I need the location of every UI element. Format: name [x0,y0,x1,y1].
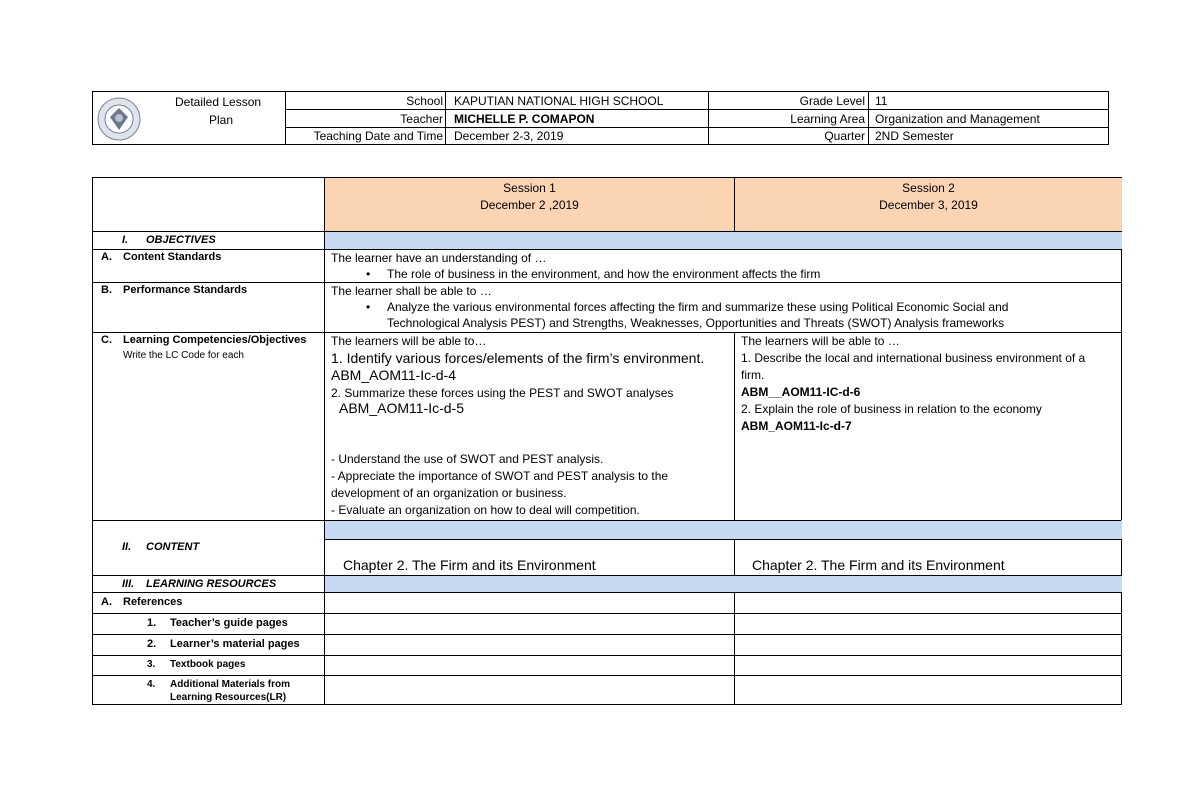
s1-intro: The learners will be able to… [331,334,487,348]
ref-item-4-line1: Additional Materials from [170,679,291,690]
s1-code-1: ABM_AOM11-Ic-d-4 [331,367,456,383]
ref-item-3-num: 3. [147,659,156,670]
grade-value: 11 [875,94,888,108]
doc-title-line2: Plan [209,113,234,127]
s1-objective-1: 1. Identify various forces/elements of the firm’s environment. [331,350,705,366]
school-label: School [406,94,443,108]
lc-note: Write the LC Code for each [123,350,244,361]
ref-item-2: Learner’s material pages [170,638,300,650]
teacher-label: Teacher [400,112,443,126]
session2-date: December 3, 2019 [879,198,978,212]
ref-item-1-num: 1. [147,617,157,629]
content-std-bullet: The role of business in the environment, and how the environment affects the firm [387,267,821,281]
school-value: KAPUTIAN NATIONAL HIGH SCHOOL [454,94,664,108]
bullet-icon: • [366,300,371,314]
objectives-num: I. [122,234,129,246]
ref-item-2-num: 2. [147,638,157,650]
s2-objective-1b: firm. [741,368,765,382]
content-std-num: A. [101,251,112,263]
quarter-value: 2ND Semester [875,129,954,143]
content-num: II. [122,541,132,553]
s2-objective-1a: 1. Describe the local and international business environment of a [741,351,1086,365]
objectives-shade [325,232,1122,249]
s1-extra-4: - Evaluate an organization on how to deal will competition. [331,503,640,517]
date-label: Teaching Date and Time [313,129,443,143]
area-label: Learning Area [790,112,865,126]
ref-item-1: Teacher’s guide pages [170,617,288,629]
ref-item-3: Textbook pages [170,659,246,670]
s2-content-text: Chapter 2. The Firm and its Environment [752,557,1005,573]
content-std-intro: The learner have an understanding of … [331,251,547,265]
header-table [92,91,1109,145]
lc-label: Learning Competencies/Objectives [123,334,307,346]
lc-num: C. [101,334,112,346]
quarter-label: Quarter [824,129,865,143]
resources-num: III. [122,578,135,590]
session1-title: Session 1 [503,181,556,195]
s2-intro: The learners will be able to … [741,334,900,348]
bullet-icon: • [366,267,371,281]
references-label: References [123,596,183,608]
s2-code-2: ABM_AOM11-Ic-d-7 [741,419,852,433]
references-num: A. [101,596,112,608]
s2-objective-2: 2. Explain the role of business in relation to the economy [741,402,1042,416]
date-value: December 2-3, 2019 [454,129,564,143]
resources-heading: LEARNING RESOURCES [146,578,277,590]
s1-content-text: Chapter 2. The Firm and its Environment [343,557,596,573]
resources-shade [325,576,1122,592]
area-value: Organization and Management [875,112,1040,126]
teacher-value: MICHELLE P. COMAPON [454,112,595,126]
session1-date: December 2 ,2019 [480,198,579,212]
ref-item-4-num: 4. [147,679,156,690]
perf-std-label: Performance Standards [123,284,248,296]
content-std-label: Content Standards [123,251,222,263]
deped-seal-icon [97,97,141,141]
s1-code-2: ABM_AOM11-Ic-d-5 [339,400,464,416]
session2-title: Session 2 [902,181,955,195]
content-shade [325,520,1122,539]
ref-item-4-line2: Learning Resources(LR) [170,692,287,703]
perf-std-num: B. [101,284,112,296]
s1-objective-2: 2. Summarize these forces using the PEST and SWOT analyses [331,386,674,400]
s1-extra-3: development of an organization or business. [331,486,567,500]
perf-std-bullet-line2: Technological Analysis PEST) and Strengths, Weaknesses, Opportunities and Threats (SWOT) Analysis frameworks [387,316,1005,330]
s1-extra-1: - Understand the use of SWOT and PEST analysis. [331,452,604,466]
content-heading: CONTENT [146,541,200,553]
s1-extra-2: - Appreciate the importance of SWOT and PEST analysis to the [331,469,669,483]
doc-title-line1: Detailed Lesson [175,95,262,109]
objectives-heading: OBJECTIVES [146,234,216,246]
lesson-plan-table [92,177,1122,705]
perf-std-bullet-line1: Analyze the various environmental forces affecting the firm and summarize these using Political Economic Social and [387,300,1009,314]
grade-label: Grade Level [799,94,865,108]
perf-std-intro: The learner shall be able to … [331,284,492,298]
s2-code-1: ABM__AOM11-IC-d-6 [741,385,861,399]
